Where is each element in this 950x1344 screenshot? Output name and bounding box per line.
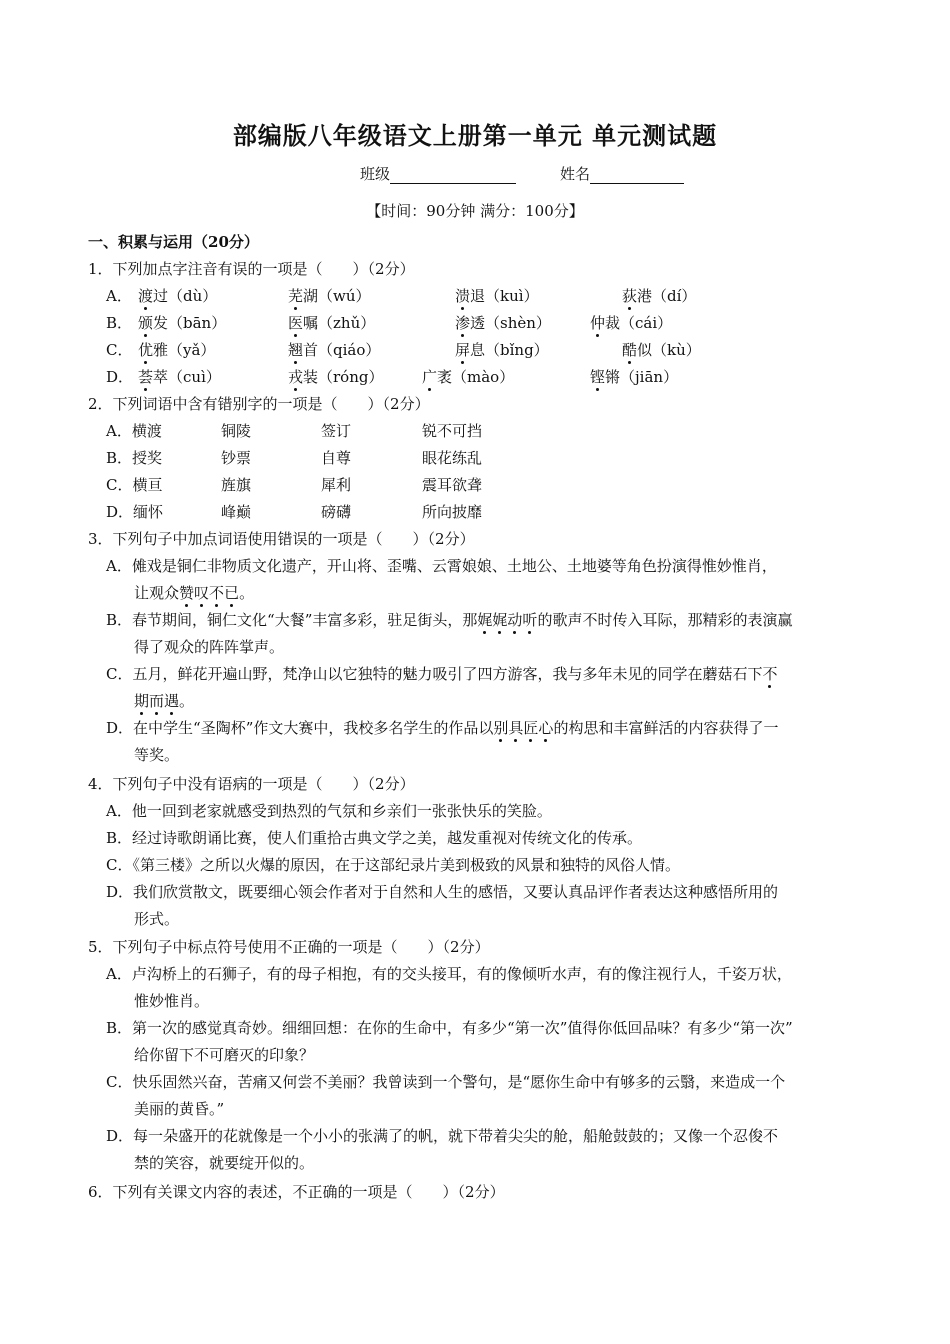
option-item: 荻港（dí） [622, 287, 697, 305]
class-label: 班级 [360, 165, 391, 183]
option-a-text-cont: 惟妙惟肖。 [134, 992, 210, 1010]
option-item: 所向披靡 [422, 503, 483, 521]
option-d-text-cont: 等奖。 [134, 746, 180, 764]
option-item: 自尊 [321, 449, 352, 467]
dotted-phrase: 娓娓动听 [477, 611, 538, 629]
option-item: 荟萃（cuì） [138, 368, 221, 386]
option-letter: D． [106, 368, 134, 386]
option-item: 戎装（róng） [288, 368, 384, 386]
name-label: 姓名 [560, 165, 591, 183]
option-item: 溃退（kuì） [455, 287, 539, 305]
option-c-text-cont: 期而遇。 [134, 692, 195, 710]
option-letter: B． [106, 314, 133, 332]
option-item: 铜陵 [221, 422, 252, 440]
option-a-text-cont: 让观众赞叹不已。 [134, 584, 255, 602]
option-item: D．缅怀 [106, 503, 164, 521]
option-item: 峰巅 [221, 503, 252, 521]
question-3-stem: 3．下列句子中加点词语使用错误的一项是（ ）（2分） [88, 530, 475, 548]
option-b-text: B．第一次的感觉真奇妙。细细回想：在你的生命中，有多少“第一次”值得你低回品味？有多少“第一次” [106, 1019, 793, 1037]
option-c-text: C．《第三楼》之所以火爆的原因，在于这部纪录片美到极致的风景和独特的风俗人情。 [106, 856, 680, 874]
option-item: 锐不可挡 [422, 422, 483, 440]
option-item: 医嘱（zhǔ） [288, 314, 376, 332]
option-item: 屏息（bǐng） [455, 341, 549, 359]
option-item: B．授奖 [106, 449, 163, 467]
question-4-stem: 4．下列句子中没有语病的一项是（ ）（2分） [88, 775, 415, 793]
option-item: 钞票 [221, 449, 252, 467]
option-item: 眼花练乱 [422, 449, 483, 467]
class-blank [390, 166, 516, 184]
dotted-phrase: 期而遇 [134, 692, 180, 710]
option-d-text: D．在中学生“圣陶杯”作文大赛中，我校多名学生的作品以别具匠心的构思和丰富鲜活的内容获得了一 [106, 719, 779, 737]
name-field [560, 163, 684, 184]
option-item: 芜湖（wú） [288, 287, 371, 305]
option-item: 渗透（shèn） [455, 314, 551, 332]
section-heading: 一、积累与运用（20分） [88, 233, 259, 251]
option-item: 翘首（qiáo） [288, 341, 381, 359]
question-1-stem: 1．下列加点字注音有误的一项是（ ）（2分） [88, 260, 415, 278]
option-a-text: A．卢沟桥上的石狮子，有的母子相抱，有的交头接耳，有的像倾听水声，有的像注视行人，千姿万状， [106, 965, 792, 983]
dotted-phrase: 赞叹不已 [179, 584, 240, 602]
option-c-text: C．快乐固然兴奋，苦痛又何尝不美丽？我曾读到一个警句，是“愿你生命中有够多的云翳，来造成一个 [106, 1073, 786, 1091]
option-d-text: D．我们欣赏散文，既要细心领会作者对于自然和人生的感悟，又要认真品评作者表达这种感悟所用的 [106, 883, 779, 901]
option-d-text-cont: 禁的笑容，就要绽开似的。 [134, 1154, 315, 1172]
option-b-text: B．经过诗歌朗诵比赛，使人们重拾古典文学之美，越发重视对传统文化的传承。 [106, 829, 643, 847]
option-item: 旌旗 [221, 476, 252, 494]
option-item: 仲裁（cái） [590, 314, 673, 332]
option-letter: A． [106, 287, 132, 305]
option-item: 颁发（bān） [138, 314, 227, 332]
name-blank [590, 166, 684, 184]
option-item: C．横亘 [106, 476, 163, 494]
question-5-stem: 5．下列句子中标点符号使用不正确的一项是（ ）（2分） [88, 938, 490, 956]
option-item: 犀利 [321, 476, 352, 494]
option-item: 优雅（yǎ） [138, 341, 216, 359]
option-item: A．横渡 [106, 422, 162, 440]
option-item: 磅礴 [321, 503, 352, 521]
option-a-text: A．傩戏是铜仁非物质文化遗产，开山将、歪嘴、云霄娘娘、土地公、土地婆等角色扮演得惟妙惟肖， [106, 557, 777, 575]
option-d-text-cont: 形式。 [134, 910, 180, 928]
option-item: 铿锵（jiān） [590, 368, 679, 386]
question-2-stem: 2．下列词语中含有错别字的一项是（ ）（2分） [88, 395, 430, 413]
class-field [360, 163, 516, 184]
option-c-text-cont: 美丽的黄昏。” [134, 1100, 225, 1118]
page-title: 部编版八年级语文上册第一单元 单元测试题 [232, 121, 718, 150]
option-item: 渡过（dù） [138, 287, 218, 305]
option-b-text: B．春节期间，铜仁文化“大餐”丰富多彩，驻足街头，那娓娓动听的歌声不时传入耳际，那精彩的表演赢 [106, 611, 793, 629]
option-item: 广袤（mào） [422, 368, 515, 386]
option-d-text: D．每一朵盛开的花就像是一个小小的张满了的帆，就下带着尖尖的舱，船舱鼓鼓的；又像一个忍俊不 [106, 1127, 779, 1145]
question-6-stem: 6．下列有关课文内容的表述，不正确的一项是（ ）（2分） [88, 1183, 505, 1201]
option-b-text-cont: 给你留下不可磨灭的印象？ [134, 1046, 315, 1064]
option-item: 签订 [321, 422, 352, 440]
option-c-text: C．五月，鲜花开遍山野，梵净山以它独特的魅力吸引了四方游客，我与多年未见的同学在蘑菇石下不 [106, 665, 778, 683]
option-a-text: A．他一回到老家就感受到热烈的气氛和乡亲们一张张快乐的笑脸。 [106, 802, 552, 820]
option-letter: C． [106, 341, 133, 359]
exam-meta: 【时间：90分钟 满分：100分】 [366, 202, 584, 220]
dotted-phrase: 不 [762, 665, 778, 683]
option-item: 震耳欲聋 [422, 476, 483, 494]
option-item: 酷似（kù） [622, 341, 701, 359]
dotted-phrase: 别具匠心 [493, 719, 554, 737]
option-b-text-cont: 得了观众的阵阵掌声。 [134, 638, 285, 656]
